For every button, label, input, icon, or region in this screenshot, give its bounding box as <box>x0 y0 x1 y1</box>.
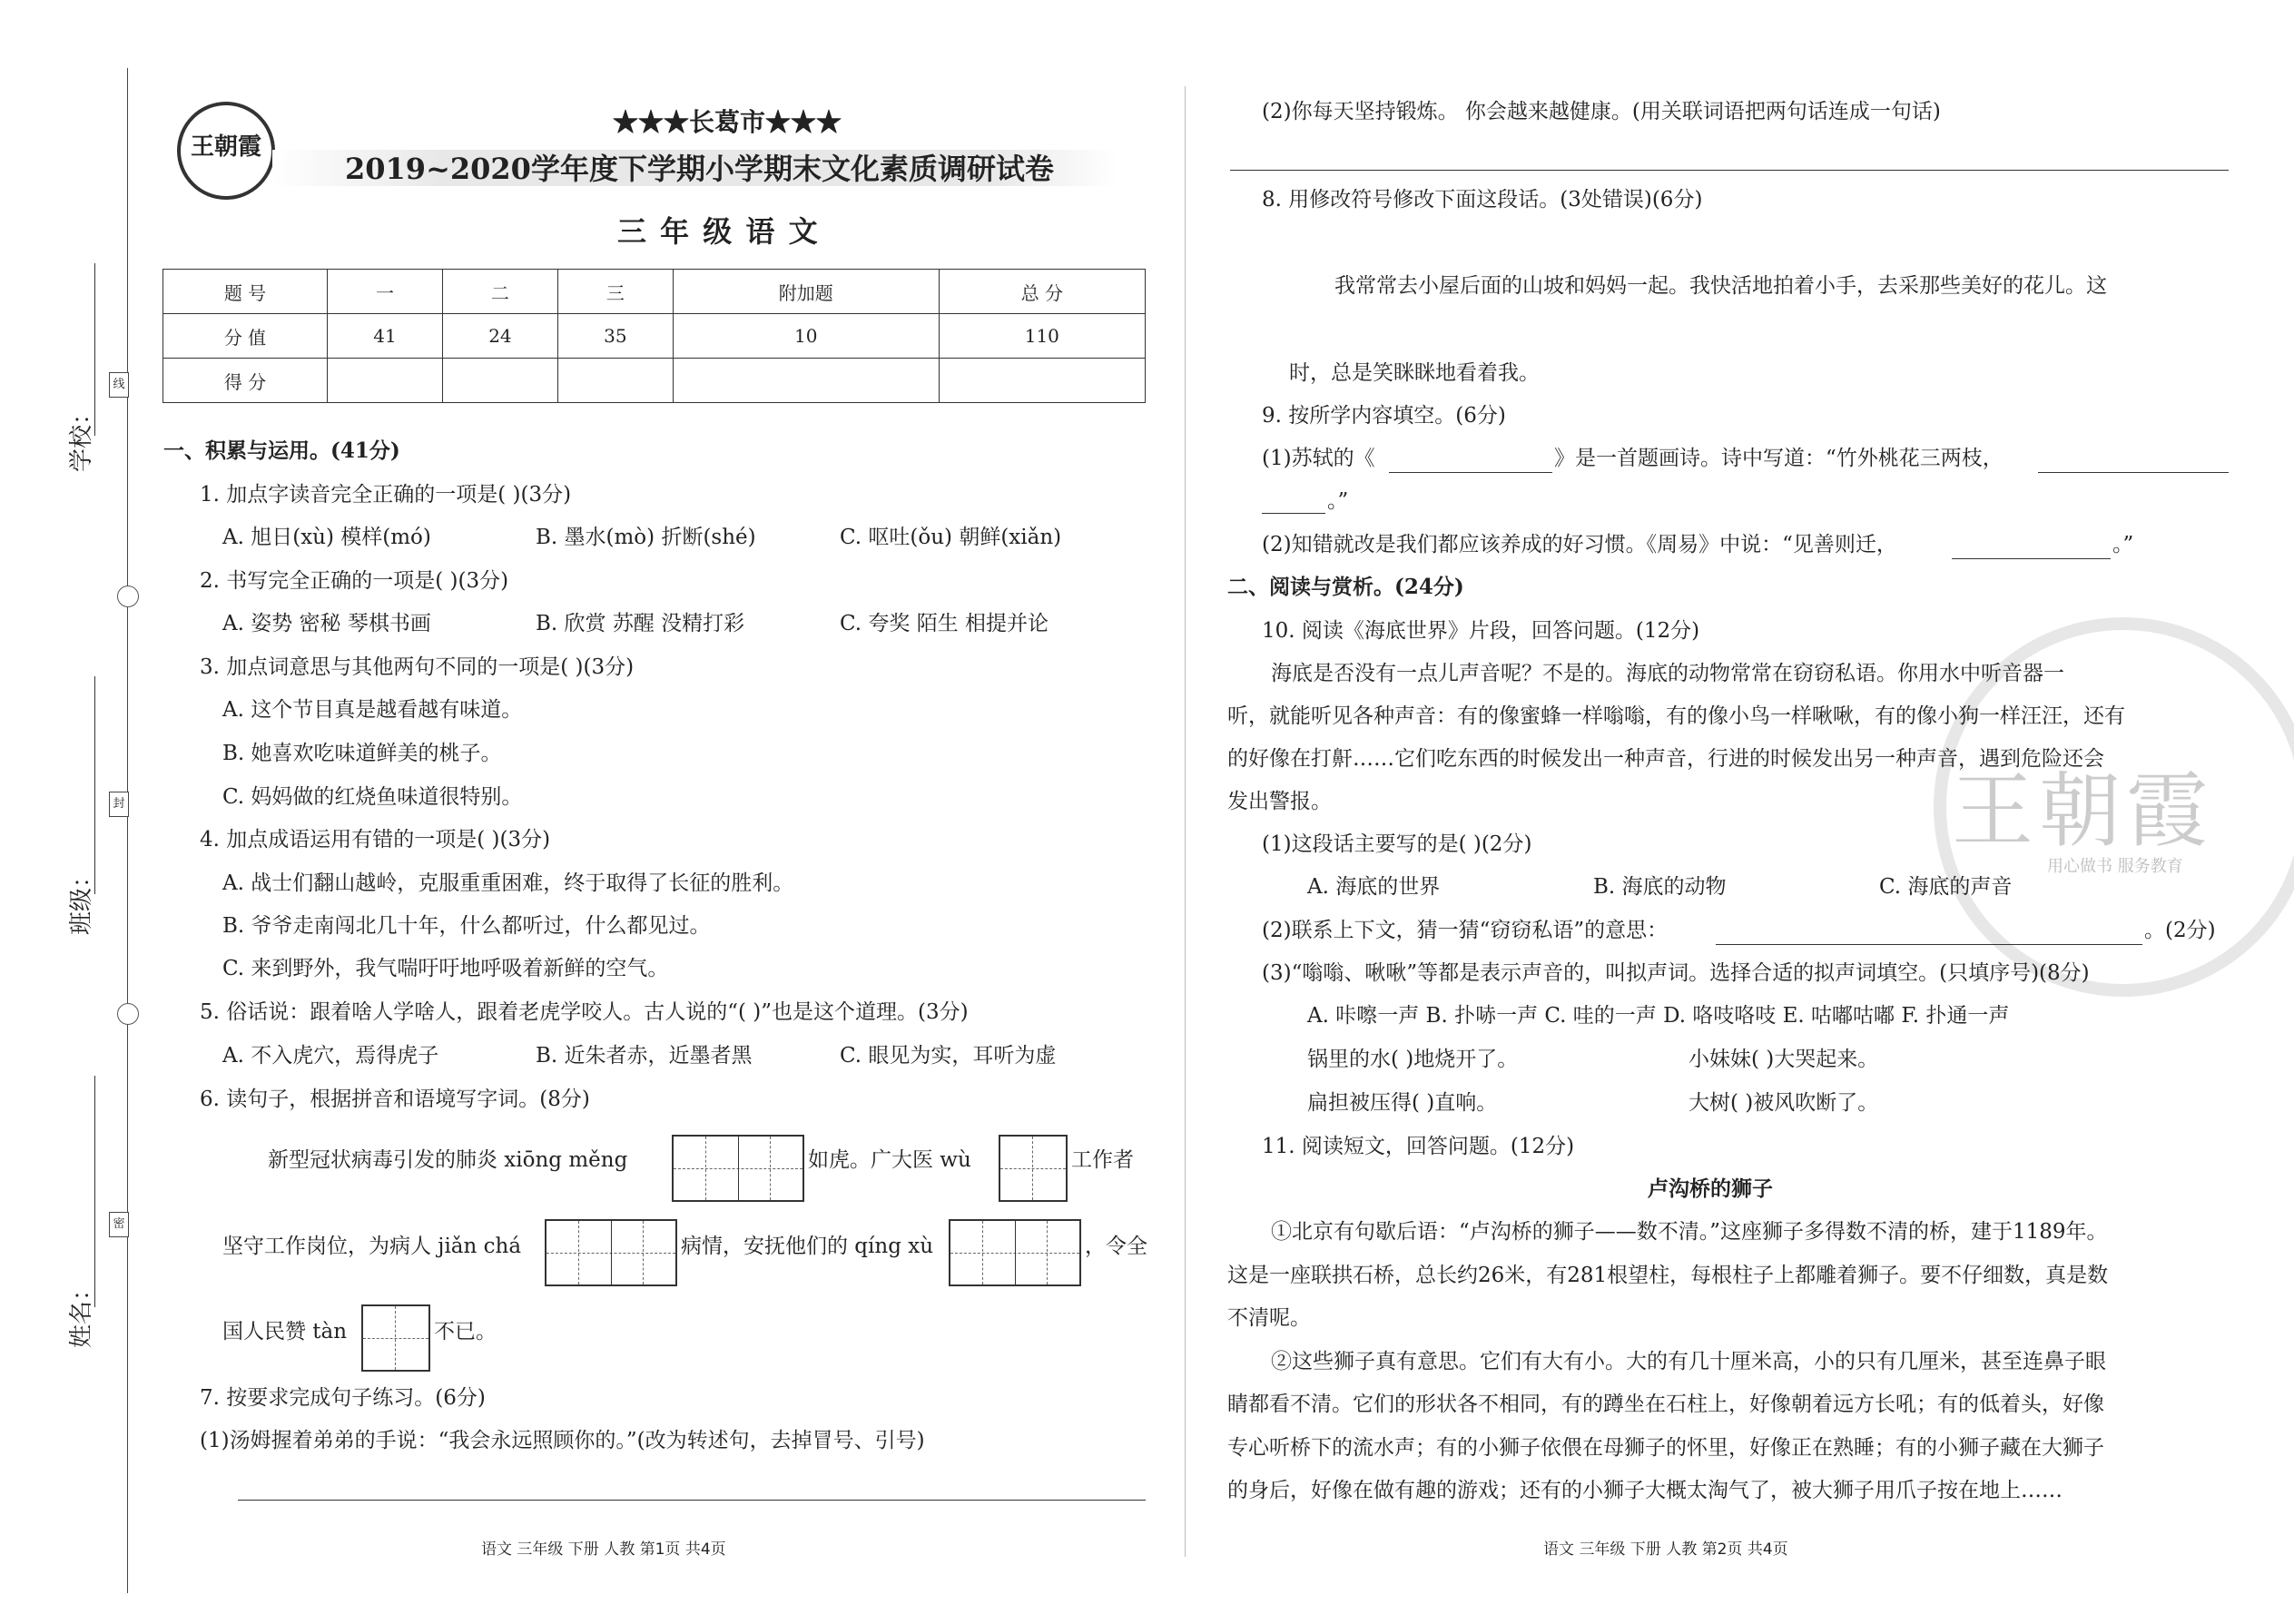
q10-3-blank-1[interactable]: 锅里的水( )地烧开了。 <box>1307 1048 1519 1071</box>
score-input-cell[interactable] <box>328 359 443 403</box>
writing-grid-jiancha[interactable] <box>545 1219 677 1286</box>
question-1: 1. 加点字读音完全正确的一项是( )(3分) <box>200 483 572 507</box>
writing-grid-tan[interactable] <box>361 1304 430 1372</box>
city-title: ★★★长葛市★★★ <box>613 107 842 137</box>
writing-grid-xiongmeng[interactable] <box>672 1135 804 1202</box>
table-cell: 得 分 <box>163 359 328 403</box>
table-cell: 35 <box>557 314 673 359</box>
exam-title: 2019~2020学年度下学期小学期末文化素质调研试卷 <box>345 152 1054 186</box>
table-cell: 分 值 <box>163 314 328 359</box>
answer-line-q7-1[interactable] <box>238 1500 1146 1501</box>
q10-3-options: A. 咔嚓一声 B. 扑哧一声 C. 哇的一声 D. 咯吱咯吱 E. 咕嘟咕嘟 F. 扑通一声 <box>1307 1004 2010 1028</box>
table-cell: 三 <box>557 270 673 314</box>
q11-passage-line5: 睛都看不清。它们的形状各不相同，有的蹲坐在石柱上，好像朝着远方长吼；有的低着头，好像 <box>1227 1393 2104 1416</box>
q9-2-text: (2)知错就改是我们都应该养成的好习惯。《周易》中说：“见善则迁， <box>1262 533 1897 556</box>
q4-option-c: C. 来到野外，我气喘吁吁地呼吸着新鲜的空气。 <box>222 957 669 980</box>
q4-option-b: B. 爷爷走南闯北几十年，什么都听过，什么都见过。 <box>222 914 711 938</box>
page-footer-right: 语文 三年级 下册 人教 第2页 共4页 <box>1543 1540 1788 1559</box>
table-row <box>163 359 1146 403</box>
class-field[interactable] <box>94 676 95 894</box>
q8-paragraph-line1: 我常常去小屋后面的山坡和妈妈一起。我快活地拍着小手，去采那些美好的花儿。这 <box>1334 274 2107 298</box>
table-cell: 110 <box>939 314 1145 359</box>
answer-line-q9-1-verse[interactable] <box>2038 472 2229 473</box>
q6-line1-mid: 如虎。广大医 wù <box>808 1148 971 1172</box>
q3-option-b: B. 她喜欢吃味道鲜美的桃子。 <box>222 742 502 765</box>
question-2: 2. 书写完全正确的一项是( )(3分) <box>200 569 509 593</box>
question-9: 9. 按所学内容填空。(6分) <box>1262 404 1506 428</box>
q5-option-a: A. 不入虎穴，焉得虎子 <box>222 1044 439 1068</box>
q9-1-text: (1)苏轼的《 <box>1262 447 1375 470</box>
q10-1-option-c: C. 海底的声音 <box>1879 875 2013 899</box>
question-10: 10. 阅读《海底世界》片段，回答问题。(12分) <box>1262 619 1700 643</box>
score-table <box>162 269 1146 403</box>
q2-option-b: B. 欣赏 苏醒 没精打彩 <box>536 612 745 635</box>
question-7-1: (1)汤姆握着弟弟的手说：“我会永远照顾你的。”(改为转述句，去掉冒号、引号) <box>200 1429 925 1452</box>
q10-passage-line3: 的好像在打鼾……它们吃东西的时候发出一种声音，行进的时候发出另一种声音，遇到危险还会 <box>1227 747 2104 771</box>
score-input-cell[interactable] <box>939 359 1145 403</box>
logo <box>177 102 275 200</box>
q9-1-end: 。” <box>1327 489 1349 513</box>
q5-option-c: C. 眼见为实，耳听为虚 <box>840 1044 1057 1068</box>
q2-option-a: A. 姿势 密秘 琴棋书画 <box>222 612 431 635</box>
question-10-3: (3)“嗡嗡、啾啾”等都是表示声音的，叫拟声词。选择合适的拟声词填空。(只填序号)(8分) <box>1262 961 2090 985</box>
table-cell: 总 分 <box>939 270 1145 314</box>
q6-line3-end: 不已。 <box>434 1320 497 1343</box>
name-label: 姓名： <box>68 1276 95 1348</box>
q6-line2-text: 坚守工作岗位，为病人 jiǎn chá <box>222 1235 522 1258</box>
answer-line-q9-1-verse2[interactable] <box>1262 513 1325 514</box>
score-input-cell[interactable] <box>673 359 939 403</box>
section-2-heading: 二、阅读与赏析。(24分) <box>1227 575 1464 599</box>
watermark-text: 王朝霞 <box>1952 763 2213 859</box>
answer-line-q7-2[interactable] <box>1230 170 2229 171</box>
q11-passage-line1: ①北京有句歇后语：“卢沟桥的狮子——数不清。”这座狮子多得数不清的桥，建于1189年。 <box>1271 1220 2108 1244</box>
q10-3-blank-2[interactable]: 小妹妹( )大哭起来。 <box>1689 1048 1879 1071</box>
question-3: 3. 加点词意思与其他两句不同的一项是( )(3分) <box>200 655 635 679</box>
table-cell: 一 <box>328 270 443 314</box>
answer-line-q9-1-poem[interactable] <box>1389 472 1552 473</box>
q10-3-blank-3[interactable]: 扁担被压得( )直响。 <box>1307 1091 1498 1115</box>
school-label: 学校： <box>68 400 95 472</box>
question-10-2: (2)联系上下文，猜一猜“窃窃私语”的意思： <box>1262 919 1669 942</box>
q3-option-a: A. 这个节目真是越看越有味道。 <box>222 698 523 722</box>
binding-hole-icon <box>117 586 139 607</box>
q11-passage-line4: ②这些狮子真有意思。它们有大有小。大的有几十厘米高，小的只有几厘米，甚至连鼻子眼 <box>1271 1350 2106 1373</box>
q10-1-option-a: A. 海底的世界 <box>1307 875 1441 899</box>
q1-option-a: A. 旭日(xù) 模样(mó) <box>222 526 431 549</box>
binding-mark-secret: 密 <box>109 1212 129 1237</box>
q9-1-mid: 》是一首题画诗。诗中写道：“竹外桃花三两枝， <box>1554 447 2004 470</box>
q10-3-blank-4[interactable]: 大树( )被风吹断了。 <box>1689 1091 1879 1115</box>
table-cell: 41 <box>328 314 443 359</box>
q10-1-option-b: B. 海底的动物 <box>1593 875 1727 899</box>
writing-grid-qingxu[interactable] <box>949 1219 1081 1286</box>
answer-line-q9-2[interactable] <box>1952 558 2111 559</box>
logo-text: 王朝霞 <box>190 133 261 161</box>
q11-passage-line6: 专心听桥下的流水声；有的小狮子依偎在母狮子的怀里，好像正在熟睡；有的小狮子藏在大狮子 <box>1227 1436 2104 1460</box>
q6-line1-text: 新型冠状病毒引发的肺炎 xiōng měng <box>268 1148 628 1172</box>
question-7: 7. 按要求完成句子练习。(6分) <box>200 1386 486 1410</box>
q11-passage-line3: 不清呢。 <box>1227 1306 1311 1330</box>
page-footer-left: 语文 三年级 下册 人教 第1页 共4页 <box>481 1540 726 1559</box>
table-cell: 10 <box>673 314 939 359</box>
answer-line-q10-2[interactable] <box>1716 944 2142 945</box>
table-cell: 24 <box>442 314 557 359</box>
q6-line2-end: ，令全 <box>1085 1235 1147 1258</box>
question-4: 4. 加点成语运用有错的一项是( )(3分) <box>200 828 551 851</box>
q6-line2-mid: 病情，安抚他们的 qíng xù <box>681 1235 934 1258</box>
table-cell: 二 <box>442 270 557 314</box>
school-field[interactable] <box>94 263 95 436</box>
section-1-heading: 一、积累与运用。(41分) <box>163 438 400 463</box>
question-10-1: (1)这段话主要写的是( )(2分) <box>1262 832 1532 856</box>
q9-2-end: 。” <box>2112 533 2134 556</box>
question-5: 5. 俗话说：跟着啥人学啥人，跟着老虎学咬人。古人说的“( )”也是这个道理。(3分) <box>200 1000 969 1024</box>
q3-option-c: C. 妈妈做的红烧鱼味道很特别。 <box>222 785 523 809</box>
watermark-subtext: 用心做书 服务教育 <box>2047 857 2183 876</box>
table-cell: 题 号 <box>163 270 328 314</box>
writing-grid-wu[interactable] <box>999 1135 1068 1202</box>
score-input-cell[interactable] <box>557 359 673 403</box>
question-11: 11. 阅读短文，回答问题。(12分) <box>1262 1135 1575 1158</box>
q10-passage-line1: 海底是否没有一点儿声音呢？不是的。海底的动物常常在窃窃私语。你用水中听音器一 <box>1271 662 2064 685</box>
q11-passage-line7: 的身后，好像在做有趣的游戏；还有的小狮子大概太淘气了，被大狮子用爪子按在地上…… <box>1227 1479 2063 1502</box>
table-row <box>163 314 1146 359</box>
q6-line3-text: 国人民赞 tàn <box>222 1320 348 1343</box>
class-label: 班级： <box>68 863 95 935</box>
q2-option-c: C. 夸奖 陌生 相提并论 <box>840 612 1049 635</box>
binding-hole-icon <box>117 1003 139 1025</box>
q10-passage-line4: 发出警报。 <box>1227 790 1332 813</box>
table-row <box>163 270 1146 314</box>
name-field[interactable] <box>94 1076 95 1307</box>
table-cell: 附加题 <box>673 270 939 314</box>
q6-line1-end: 工作者 <box>1071 1148 1134 1172</box>
q5-option-b: B. 近朱者赤，近墨者黑 <box>536 1044 753 1068</box>
q8-paragraph-line2: 时，总是笑眯眯地看着我。 <box>1289 361 1540 385</box>
q11-passage-line2: 这是一座联拱石桥，总长约26米，有281根望柱，每根柱子上都雕着狮子。要不仔细数，真是数 <box>1227 1264 2109 1287</box>
passage-title: 卢沟桥的狮子 <box>1648 1176 1773 1201</box>
q1-option-c: C. 呕吐(ǒu) 朝鲜(xiǎn) <box>840 526 1062 549</box>
q1-option-b: B. 墨水(mò) 折断(shé) <box>536 526 756 549</box>
question-7-2: (2)你每天坚持锻炼。 你会越来越健康。(用关联词语把两句话连成一句话) <box>1262 100 1941 123</box>
question-8: 8. 用修改符号修改下面这段话。(3处错误)(6分) <box>1262 188 1703 212</box>
q4-option-a: A. 战士们翻山越岭，克服重重困难，终于取得了长征的胜利。 <box>222 871 794 895</box>
page-divider <box>1185 86 1186 1557</box>
question-10-2-score: 。(2分) <box>2144 919 2216 942</box>
binding-line <box>127 68 128 1593</box>
question-6: 6. 读句子，根据拼音和语境写字词。(8分) <box>200 1088 590 1111</box>
q10-passage-line2: 听，就能听见各种声音：有的像蜜蜂一样嗡嗡，有的像小鸟一样啾啾，有的像小狗一样汪汪，还有 <box>1227 704 2125 728</box>
binding-mark-line: 线 <box>109 372 129 398</box>
score-input-cell[interactable] <box>442 359 557 403</box>
subject-title: 三 年 级 语 文 <box>617 214 820 249</box>
binding-mark-seal: 封 <box>109 792 129 817</box>
